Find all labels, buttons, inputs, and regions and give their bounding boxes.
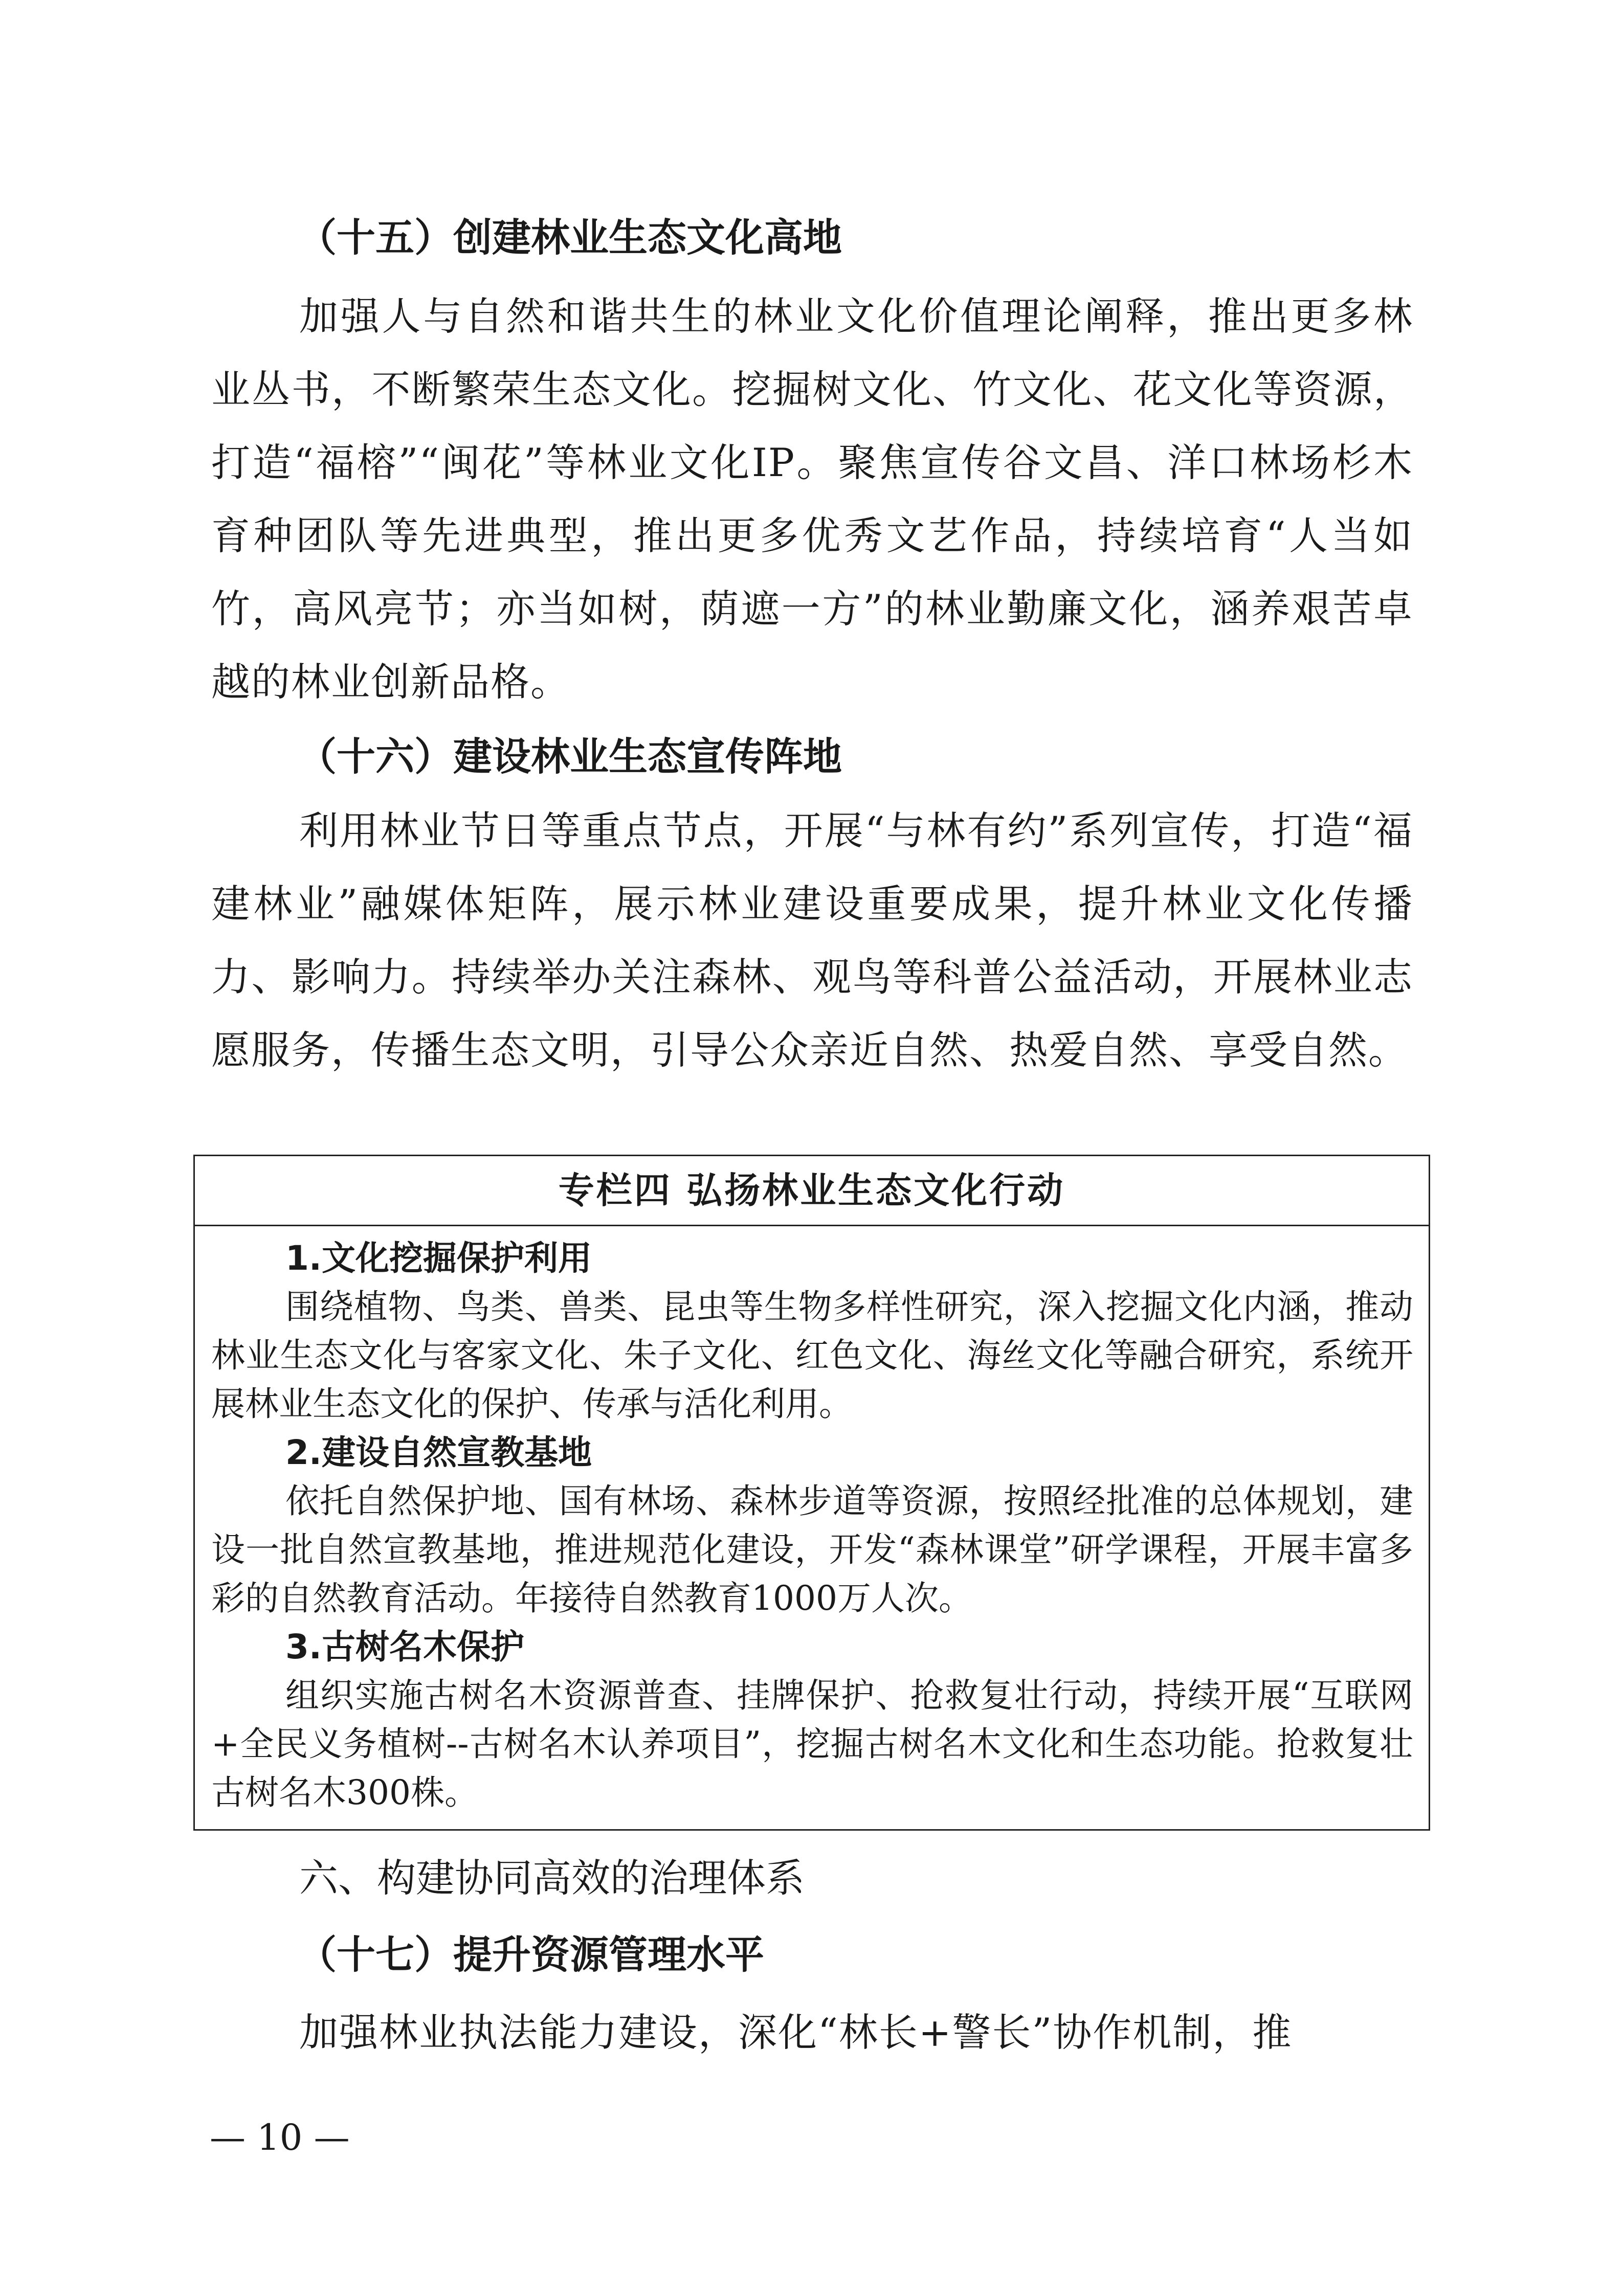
- column-item-text: 依托自然保护地、国有林场、森林步道等资源，按照经批准的总体规划，建设一批自然宣教基地，推进规范化建设，开发“森林课堂”研学课程，开展丰富多彩的自然教育活动。年接待自然教育1000万人次。: [211, 1481, 1413, 1618]
- column-box: [193, 1155, 1430, 1831]
- section-heading-15: （十五）创建林业生态文化高地: [298, 215, 842, 260]
- column-box-title: 专栏四 弘扬林业生态文化行动: [195, 1156, 1429, 1226]
- section-paragraph-16: 利用林业节日等重点节点，开展“与林有约”系列宣传，打造“福建林业”融媒体矩阵，展示林业建设重要成果，提升林业文化传播力、影响力。持续举办关注森林、观鸟等科普公益活动，开展林业志愿服务，传播生态文明，引导公众亲近自然、热爱自然、享受自然。: [211, 808, 1413, 1073]
- section-heading-16: （十六）建设林业生态宣传阵地: [298, 734, 842, 779]
- section-paragraph-17: 加强林业执法能力建设，深化“林长+警长”协作机制，推: [299, 2010, 1293, 2055]
- column-item-subtitle: 3.古树名木保护: [285, 1627, 524, 1667]
- column-item-text: 组织实施古树名木资源普查、挂牌保护、抢救复壮行动，持续开展“互联网+全民义务植树--古树名木认养项目”，挖掘古树名木文化和生态功能。抢救复壮古树名木300株。: [211, 1676, 1413, 1812]
- chapter-heading: 六、构建协同高效的治理体系: [299, 1855, 805, 1901]
- column-item-subtitle: 2.建设自然宣教基地: [285, 1433, 592, 1472]
- column-item-subtitle: 1.文化挖掘保护利用: [285, 1239, 592, 1278]
- page-number: — 10 —: [210, 2117, 350, 2158]
- section-paragraph-15: 加强人与自然和谐共生的林业文化价值理论阐释，推出更多林业丛书，不断繁荣生态文化。挖掘树文化、竹文化、花文化等资源，打造“福榕”“闽花”等林业文化IP。聚焦宣传谷文昌、洋口林场杉木育种团队等先进典型，推出更多优秀文艺作品，持续培育“人当如竹，高风亮节；亦当如树，荫遮一方”的林业勤廉文化，涵养艰苦卓越的林业创新品格。: [211, 294, 1413, 705]
- section-heading-17: （十七）提升资源管理水平: [298, 1932, 764, 1977]
- column-item-text: 围绕植物、鸟类、兽类、昆虫等生物多样性研究，深入挖掘文化内涵，推动林业生态文化与客家文化、朱子文化、红色文化、海丝文化等融合研究，系统开展林业生态文化的保护、传承与活化利用。: [211, 1287, 1413, 1424]
- column-box-body: [211, 1234, 1413, 1817]
